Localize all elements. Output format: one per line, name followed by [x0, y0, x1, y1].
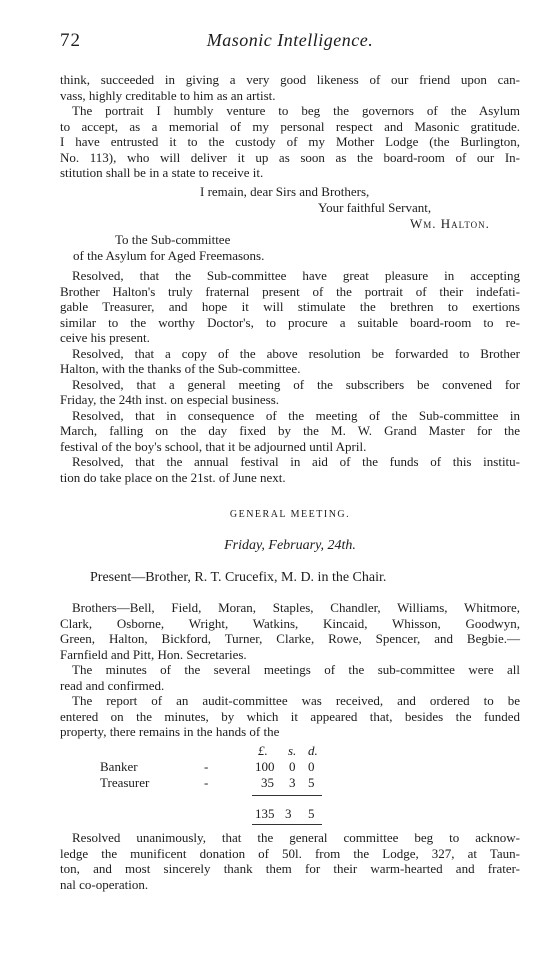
account-pounds: 35	[261, 775, 274, 790]
text-line: Clark, Osborne, Wright, Watkins, Kincaid, Whisson, Goodwyn,	[60, 615, 520, 631]
text-line: similar to the worthy Doctor's, to procure a suitable board-room to re-	[60, 314, 520, 330]
account-pence: 5	[308, 775, 315, 790]
text-line: Friday, the 24th inst. on especial business.	[60, 392, 280, 407]
text-line: Green, Halton, Bickford, Turner, Clarke, Rowe, Spencer, and Begbie.—	[60, 631, 520, 646]
text-line: Halton, with the thanks of the Sub-committee.	[60, 361, 301, 376]
text-line: The portrait I humbly venture to beg the governors of the Asylum	[72, 103, 520, 118]
text-line: Resolved, that the annual festival in aid of the funds of this institu-	[72, 454, 520, 469]
text-line: stitution shall be in a state to receive it.	[60, 165, 264, 180]
text-line: to accept, as a memorial of my personal respect and Masonic gratitude.	[60, 118, 520, 134]
section-heading: GENERAL MEETING.	[229, 509, 351, 520]
meeting-present: Present—Brother, R. T. Crucefix, M. D. in the Chair.	[90, 570, 387, 585]
letter-signature: Wm. Halton.	[410, 216, 490, 231]
letter-closing: I remain, dear Sirs and Brothers,	[200, 184, 370, 199]
meeting-date: Friday, February, 24th.	[224, 538, 356, 553]
total-shillings: 3	[285, 806, 292, 821]
final-resolution	[60, 830, 520, 892]
letter-closing-servant: Your faithful Servant,	[318, 200, 432, 215]
text-line: The report of an audit-committee was received, and ordered to be	[72, 693, 520, 708]
meeting-body	[60, 600, 520, 740]
running-title: Masonic Intelligence.	[206, 30, 374, 50]
text-line: nal co-operation.	[60, 876, 149, 892]
letter-body	[60, 72, 520, 181]
account-shillings: 3	[289, 775, 296, 790]
account-pence: 0	[308, 759, 315, 774]
column-header-pounds: £.	[258, 743, 268, 758]
account-dash: -	[204, 759, 209, 774]
sum-rule-bottom	[252, 824, 322, 825]
account-pounds: 100	[255, 759, 275, 774]
account-label: Banker	[100, 759, 138, 774]
text-line: I have entrusted it to the custody of my Mother Lodge (the Burlington,	[60, 134, 520, 149]
total-pence: 5	[308, 806, 315, 821]
letter-address-asylum: of the Asylum for Aged Freemasons.	[73, 248, 265, 263]
text-line: read and confirmed.	[60, 677, 165, 693]
text-line: Resolved, that in consequence of the meeting of the Sub-committee in	[72, 407, 520, 423]
account-shillings: 0	[289, 759, 296, 774]
column-header-pence: d.	[308, 743, 318, 758]
text-line: property, there remains in the hands of the	[60, 724, 280, 739]
text-line: vass, highly creditable to him as an artist.	[60, 87, 276, 103]
text-line: Resolved, that a copy of the above resolution be forwarded to Brother	[72, 345, 520, 361]
text-line: ledge the munificent donation of 50l. from the Lodge, 327, at Taun-	[60, 845, 520, 861]
text-line: ceive his present.	[60, 330, 150, 345]
text-line: tion do take place on the 21st. of June next.	[60, 469, 286, 485]
text-line: Farnfield and Pitt, Hon. Secretaries.	[60, 646, 247, 662]
text-line: March, falling on the day fixed by the M. W. Grand Master for the	[60, 423, 520, 438]
text-line: ton, and most sincerely thank them for their warm-hearted and frater-	[60, 861, 520, 876]
text-line: Brother Halton's truly fraternal present of the portrait of their indefati-	[60, 283, 520, 299]
letter-address: To the Sub-committee	[115, 232, 231, 247]
account-label: Treasurer	[100, 775, 150, 790]
page-number: 72	[60, 30, 81, 51]
text-line: gable Treasurer, and hope it will stimulate the brethren to exertions	[60, 299, 520, 314]
sum-rule-top	[252, 795, 322, 796]
account-dash: -	[204, 775, 209, 790]
text-line: festival of the boy's school, that it be adjourned until April.	[60, 438, 367, 454]
resolutions	[60, 268, 520, 485]
text-line: Resolved, that the Sub-committee have great pleasure in accepting	[72, 268, 520, 283]
text-line: The minutes of the several meetings of the sub-committee were all	[72, 662, 520, 677]
text-line: No. 113), who will deliver it up as soon as the board-room of our In-	[60, 149, 520, 165]
text-line: Brothers—Bell, Field, Moran, Staples, Chandler, Williams, Whitmore,	[72, 600, 520, 615]
text-line: think, succeeded in giving a very good likeness of our friend upon can-	[60, 72, 520, 87]
text-line: entered on the minutes, by which it appeared that, besides the funded	[60, 708, 520, 724]
column-header-shillings: s.	[288, 743, 297, 758]
text-line: Resolved unanimously, that the general committee beg to acknow-	[72, 830, 520, 845]
total-pounds: 135	[255, 806, 275, 821]
text-line: Resolved, that a general meeting of the subscribers be convened for	[72, 376, 520, 392]
page-header	[60, 30, 520, 58]
